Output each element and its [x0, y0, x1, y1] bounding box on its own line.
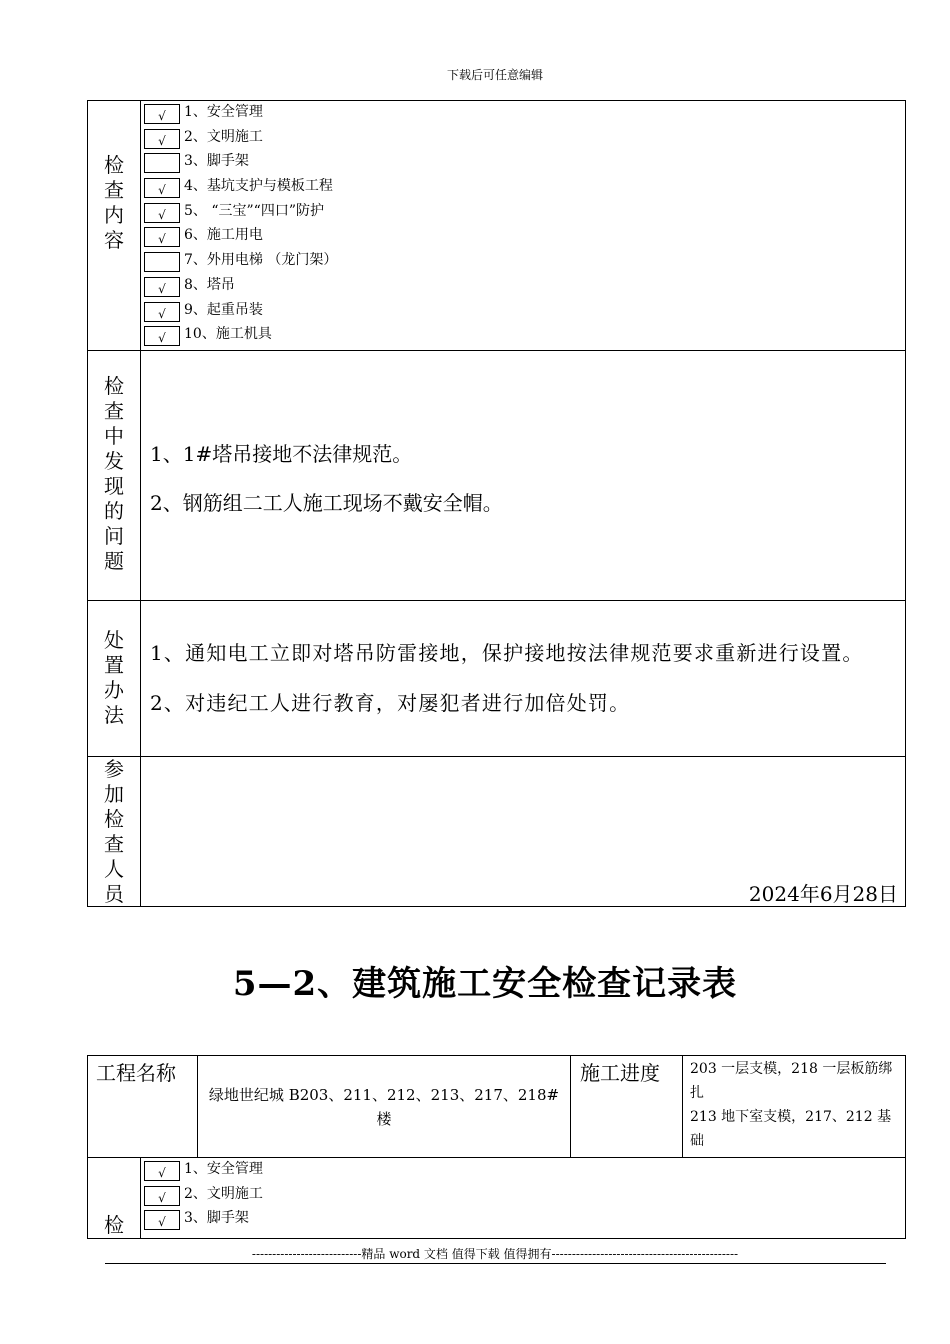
checkbox[interactable]: √: [144, 302, 180, 322]
progress-value: 203 一层支模，218 一层板筋绑 扎 213 地下室支模，217、212 基 础: [690, 1061, 893, 1149]
issues-label: 检 查 中 发 现 的 问 题: [104, 374, 124, 573]
checkbox[interactable]: √: [144, 227, 180, 247]
issue-item: 1、1#塔吊接地不法律规范。: [150, 442, 413, 466]
checkbox[interactable]: √: [144, 104, 180, 124]
participants-label: 参 加 检 查 人 员: [104, 757, 124, 906]
footer-note: ---------------------------精品 word 文档 值得下载 值得拥有----------------------------------------------: [251, 1247, 739, 1261]
inspection-date: 2024年6月28日: [748, 882, 898, 906]
checkbox[interactable]: √: [144, 277, 180, 297]
checkbox[interactable]: [144, 153, 180, 173]
checkbox[interactable]: √: [144, 129, 180, 149]
project-name-label: 工程名称: [96, 1061, 176, 1085]
checkbox[interactable]: √: [144, 326, 180, 346]
project-name-value: 绿地世纪城 B203、211、212、213、217、218# 楼: [208, 1086, 560, 1128]
footer-rule: [105, 1263, 886, 1264]
checkbox[interactable]: √: [144, 1210, 180, 1230]
page-title: 5—2、建筑施工安全检查记录表: [232, 964, 738, 1004]
checkbox[interactable]: [144, 252, 180, 272]
handling-item: 1、通知电工立即对塔吊防雷接地，保护接地按法律规范要求重新进行设置。: [150, 641, 864, 665]
checkbox[interactable]: √: [144, 203, 180, 223]
header-note: 下载后可任意编辑: [446, 68, 543, 82]
check-content-label-2: 检: [104, 1213, 124, 1237]
handling-label: 处 置 办 法: [104, 628, 124, 727]
checkbox[interactable]: √: [144, 178, 180, 198]
checkbox[interactable]: √: [144, 1186, 180, 1206]
issue-item: 2、钢筋组二工人施工现场不戴安全帽。: [150, 491, 503, 515]
progress-label: 施工进度: [580, 1061, 660, 1085]
checkbox[interactable]: √: [144, 1161, 180, 1181]
check-content-label: 检 查 内 容: [104, 153, 124, 252]
handling-item: 2、对违纪工人进行教育，对屡犯者进行加倍处罚。: [150, 691, 631, 715]
